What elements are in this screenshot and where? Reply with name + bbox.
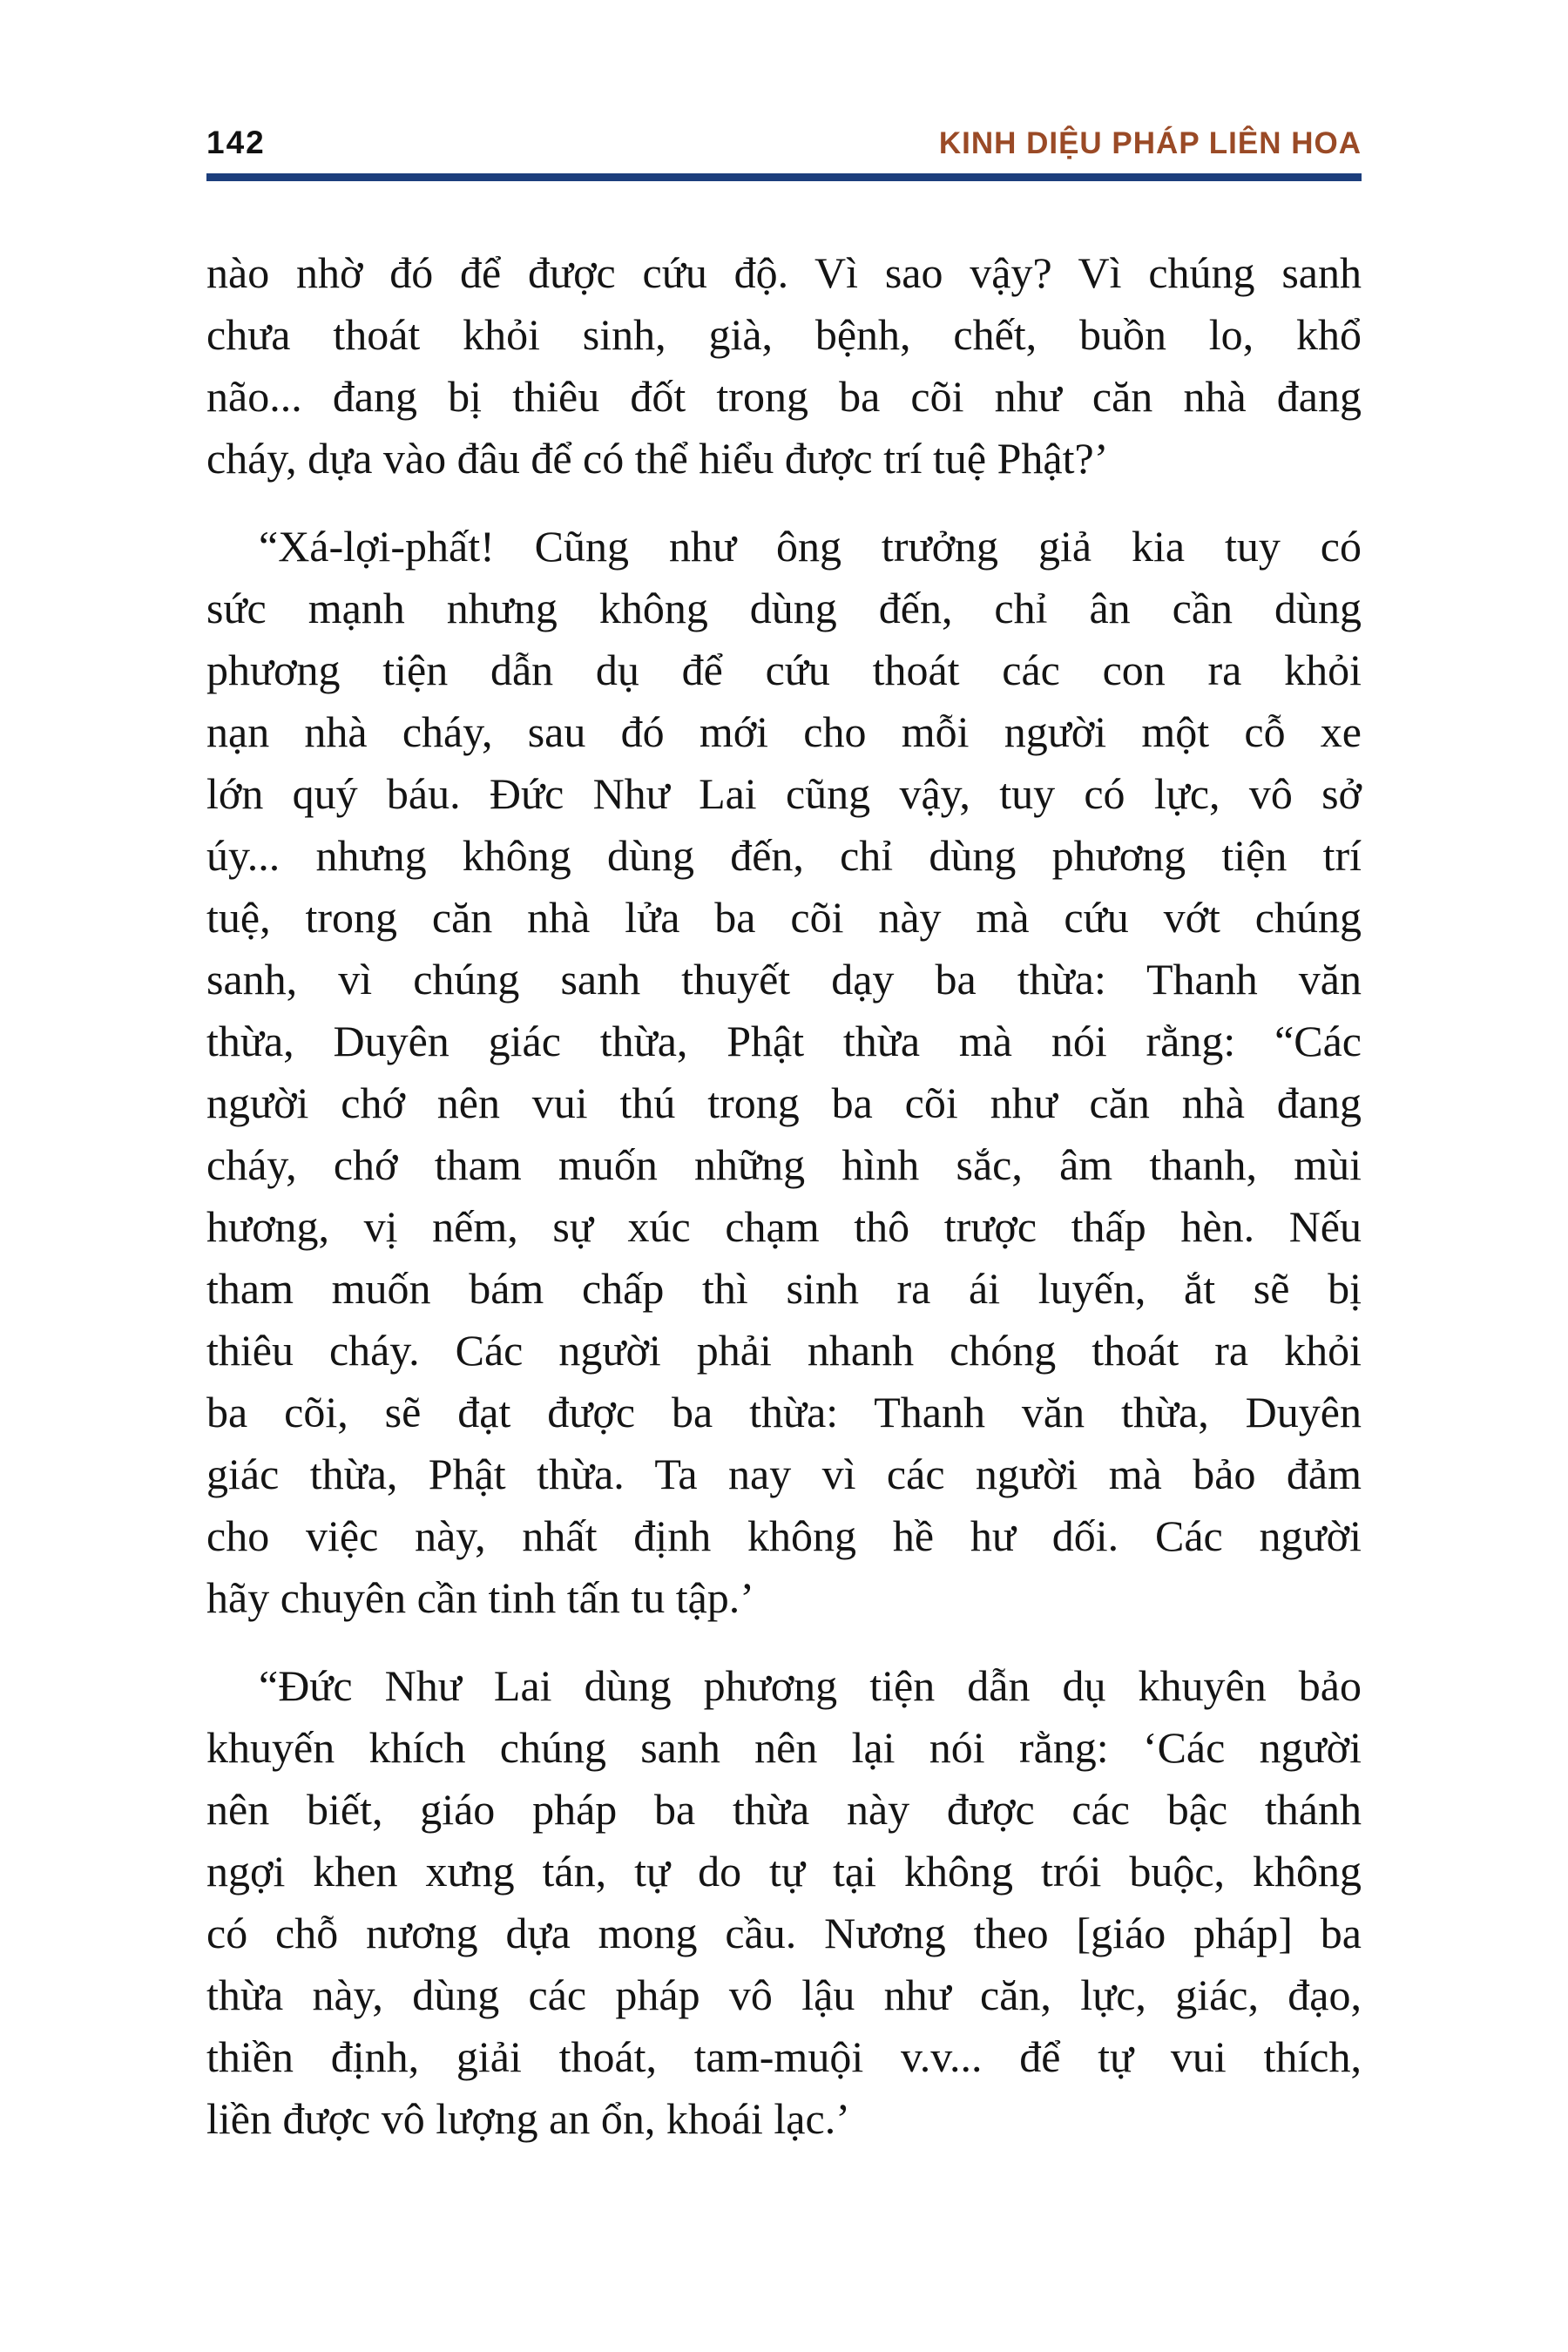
text-line: nên biết, giáo pháp ba thừa này được các bậc thánh [206,1785,1362,1834]
running-header [206,127,1362,159]
text-line: cháy, dựa vào đâu để có thể hiểu được trí tuệ Phật?’ [206,434,1109,483]
text-line: lớn quý báu. Đức Như Lai cũng vậy, tuy có lực, vô sở [206,769,1362,818]
text-line: phương tiện dẫn dụ để cứu thoát các con ra khỏi [206,645,1362,694]
running-head-title: KINH DIỆU PHÁP LIÊN HOA [938,126,1362,160]
header-rule-divider [206,173,1362,181]
text-line: tham muốn bám chấp thì sinh ra ái luyến, ắt sẽ bị [206,1264,1362,1313]
text-line: thiêu cháy. Các người phải nhanh chóng thoát ra khỏi [206,1326,1362,1375]
text-line: có chỗ nương dựa mong cầu. Nương theo [giáo pháp] ba [206,1909,1362,1957]
text-line: úy... nhưng không dùng đến, chỉ dùng phương tiện trí [206,831,1362,880]
body-text [206,242,1362,2150]
paragraph [206,1655,1362,2150]
text-line: thừa này, dùng các pháp vô lậu như căn, lực, giác, đạo, [206,1970,1362,2019]
text-line: “Đức Như Lai dùng phương tiện dẫn dụ khuyên bảo [259,1661,1362,1710]
text-line: ba cõi, sẽ đạt được ba thừa: Thanh văn thừa, Duyên [206,1388,1362,1436]
text-line: cháy, chớ tham muốn những hình sắc, âm thanh, mùi [206,1140,1362,1189]
text-line: ngợi khen xưng tán, tự do tự tại không trói buộc, không [206,1847,1362,1896]
text-line: nạn nhà cháy, sau đó mới cho mỗi người một cỗ xe [206,707,1362,756]
text-line: giác thừa, Phật thừa. Ta nay vì các người mà bảo đảm [206,1450,1362,1498]
paragraph [206,242,1362,490]
text-line: sức mạnh nhưng không dùng đến, chỉ ân cần dùng [206,584,1362,632]
text-line: chưa thoát khỏi sinh, già, bệnh, chết, buồn lo, khổ [206,310,1362,359]
text-line: nào nhờ đó để được cứu độ. Vì sao vậy? Vì chúng sanh [206,248,1362,297]
text-line: thiền định, giải thoát, tam-muội v.v... để tự vui thích, [206,2032,1362,2081]
paragraph [206,516,1362,1629]
text-line: não... đang bị thiêu đốt trong ba cõi như căn nhà đang [206,372,1362,421]
text-line: “Xá-lợi-phất! Cũng như ông trưởng giả kia tuy có [259,522,1362,571]
text-line: khuyến khích chúng sanh nên lại nói rằng: ‘Các người [206,1723,1362,1772]
text-line: thừa, Duyên giác thừa, Phật thừa mà nói rằng: “Các [206,1017,1362,1065]
text-line: sanh, vì chúng sanh thuyết dạy ba thừa: Thanh văn [206,955,1362,1004]
text-line: người chớ nên vui thú trong ba cõi như căn nhà đang [206,1078,1362,1127]
text-line: cho việc này, nhất định không hề hư dối. Các người [206,1511,1362,1560]
page-number: 142 [206,125,266,160]
text-line: hương, vị nếm, sự xúc chạm thô trược thấp hèn. Nếu [206,1202,1362,1251]
text-line: liền được vô lượng an ổn, khoái lạc.’ [206,2094,850,2143]
text-line: hãy chuyên cần tinh tấn tu tập.’ [206,1573,754,1622]
text-line: tuệ, trong căn nhà lửa ba cõi này mà cứu vớt chúng [206,893,1362,942]
